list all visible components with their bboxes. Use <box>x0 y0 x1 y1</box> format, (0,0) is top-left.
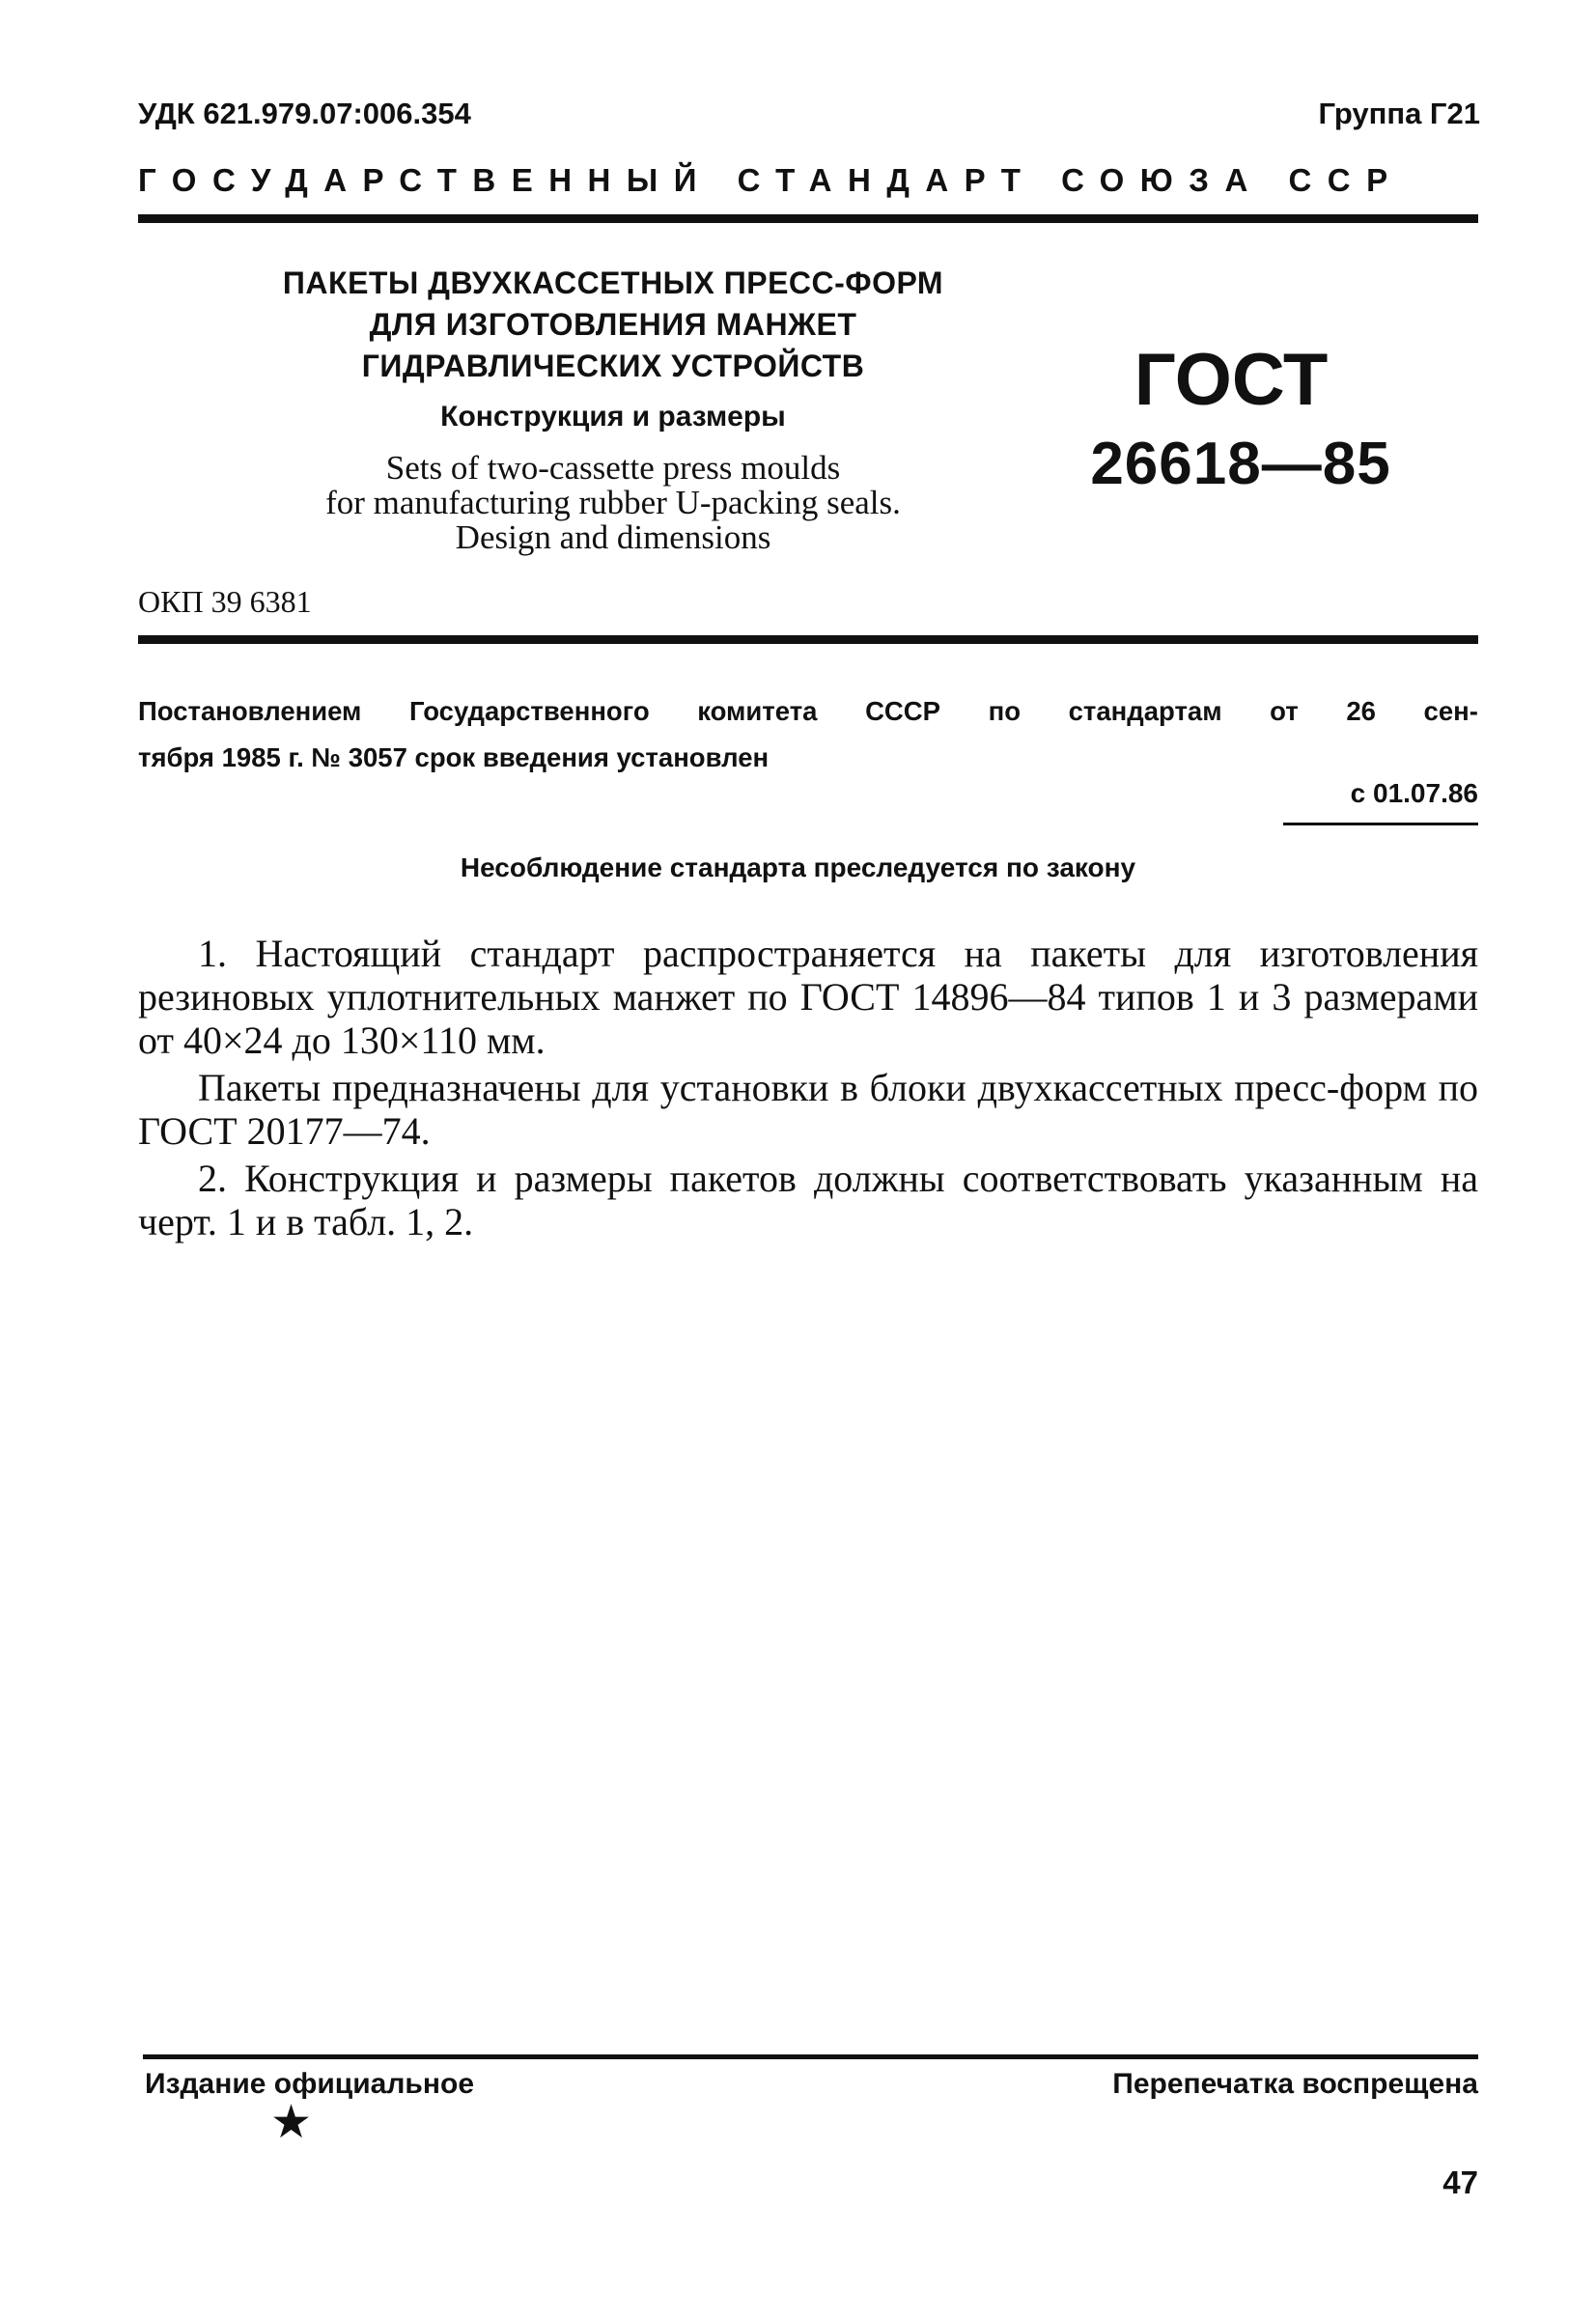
english-title-line-1: Sets of two-cassette press moulds <box>385 449 841 487</box>
decree-word: по <box>988 696 1021 726</box>
decree-text <box>138 688 1478 781</box>
english-title <box>246 451 980 555</box>
decree-word: стандартам <box>1068 696 1222 726</box>
english-title-line-2: for manufacturing rubber U-packing seals. <box>325 484 901 521</box>
footer-rule <box>143 2054 1478 2059</box>
title-subtitle: Конструкция и размеры <box>440 401 786 433</box>
title-line-3: ГИДРАВЛИЧЕСКИХ УСТРОЙСТВ <box>361 349 865 383</box>
decree-word: от <box>1270 696 1299 726</box>
title-line-2: ДЛЯ ИЗГОТОВЛЕНИЯ МАНЖЕТ <box>369 307 857 342</box>
date-underline <box>1283 823 1478 825</box>
title-line-1: ПАКЕТЫ ДВУХКАССЕТНЫХ ПРЕСС-ФОРМ <box>282 265 944 300</box>
official-edition-label: Издание официальное <box>145 2068 475 2100</box>
okp-code: ОКП 39 6381 <box>138 584 312 619</box>
title-block <box>246 263 980 555</box>
paragraph-2: Пакеты предназначены для установки в блоки двухкассетных пресс-форм по ГОСТ 20177—74. <box>138 1066 1478 1153</box>
page-number: 47 <box>1442 2164 1478 2200</box>
decree-line-1 <box>138 688 1478 735</box>
udk-code: УДК 621.979.07:006.354 <box>138 97 471 130</box>
paragraph-3: 2. Конструкция и размеры пакетов должны соответствовать указанным на черт. 1 и в табл. 1, 2. <box>138 1157 1478 1243</box>
title-rule <box>138 635 1478 644</box>
english-title-line-3: Design and dimensions <box>455 518 771 556</box>
state-standard-heading: ГОСУДАРСТВЕННЫЙ СТАНДАРТ СОЮЗА ССР <box>138 162 1404 198</box>
decree-word: комитета <box>697 696 818 726</box>
legal-notice: Несоблюдение стандарта преследуется по закону <box>460 852 1136 882</box>
star-icon: ★ <box>270 2095 313 2149</box>
gost-number: 26618—85 <box>1090 431 1391 497</box>
gost-label: ГОСТ <box>1134 339 1329 421</box>
decree-line-2: тября 1985 г. № 3057 срок введения установлен <box>138 742 770 772</box>
paragraph-1: 1. Настоящий стандарт распространяется на пакеты для изготовления резиновых уплотнительных манжет по ГОСТ 14896—84 типов 1 и 3 размерами от 40×24 до 130×110 мм. <box>138 932 1478 1062</box>
group-code: Группа Г21 <box>1318 97 1480 130</box>
effective-date: с 01.07.86 <box>1350 778 1478 808</box>
decree-word: Постановлением <box>138 696 362 726</box>
decree-word: Государственного <box>409 696 650 726</box>
reprint-prohibited-label: Перепечатка воспрещена <box>1112 2068 1478 2100</box>
header-rule <box>138 214 1478 223</box>
decree-word: 26 <box>1346 696 1376 726</box>
decree-word: сен- <box>1423 696 1478 726</box>
body-text <box>138 932 1478 1243</box>
decree-word: СССР <box>865 696 940 726</box>
